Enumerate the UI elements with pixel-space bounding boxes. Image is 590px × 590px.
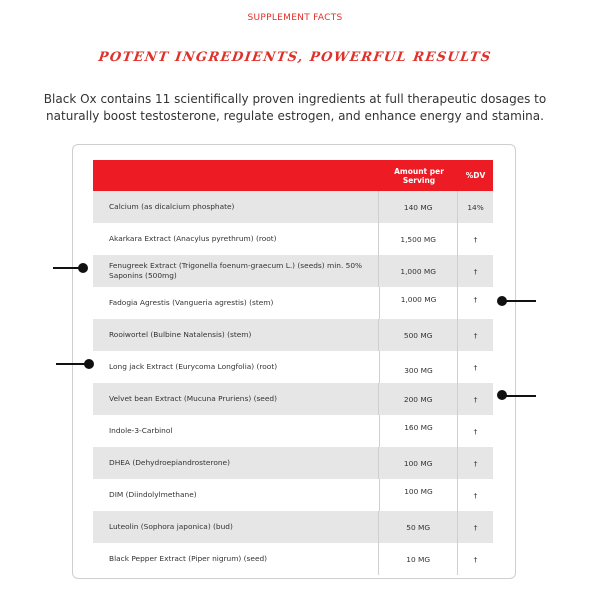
ingredient-amount: 500 MG bbox=[379, 319, 458, 351]
supplement-facts-card bbox=[72, 144, 516, 579]
callout-dot-left bbox=[78, 263, 88, 273]
headline: POTENT INGREDIENTS, POWERFUL RESULTS bbox=[97, 50, 493, 65]
callout-dot-left bbox=[84, 359, 94, 369]
ingredient-name: Luteolin (Sophora japonica) (bud) bbox=[93, 511, 379, 543]
ingredient-dv: † bbox=[473, 522, 478, 532]
section-kicker: SUPPLEMENT FACTS bbox=[247, 13, 343, 23]
ingredient-dv: † bbox=[473, 330, 478, 340]
ingredient-amount: 160 MG bbox=[380, 415, 458, 447]
ingredient-dv: † bbox=[473, 266, 478, 276]
ingredient-dv: † bbox=[473, 234, 478, 244]
ingredient-amount: 1,500 MG bbox=[379, 223, 458, 255]
table-row bbox=[93, 351, 493, 383]
table-row bbox=[93, 447, 493, 479]
ingredient-amount: 300 MG bbox=[380, 351, 458, 383]
ingredient-dv: † bbox=[473, 554, 478, 564]
ingredient-name: Fenugreek Extract (Trigonella foenum-graecum L.) (seeds) min. 50% Saponins (500mg) bbox=[93, 255, 379, 287]
ingredient-amount: 200 MG bbox=[379, 383, 458, 415]
ingredient-amount: 1,000 MG bbox=[380, 287, 458, 319]
ingredient-amount: 100 MG bbox=[380, 479, 458, 511]
ingredient-dv: † bbox=[473, 490, 478, 500]
table-row bbox=[93, 383, 493, 415]
table-row bbox=[93, 255, 493, 287]
ingredient-name: Black Pepper Extract (Piper nigrum) (seed) bbox=[93, 543, 379, 575]
ingredient-name: Calcium (as dicalcium phosphate) bbox=[93, 191, 379, 223]
header-dv: %DV bbox=[465, 171, 486, 180]
ingredient-amount: 10 MG bbox=[379, 543, 458, 575]
callout-dot-right bbox=[497, 296, 507, 306]
table-row bbox=[93, 511, 493, 543]
table-row bbox=[93, 223, 493, 255]
ingredient-name: DIM (Diindolylmethane) bbox=[93, 479, 380, 511]
table-row bbox=[93, 415, 493, 447]
ingredient-amount: 50 MG bbox=[379, 511, 458, 543]
ingredient-dv: † bbox=[473, 458, 478, 468]
ingredient-dv: † bbox=[473, 362, 478, 372]
ingredient-name: Rooiwortel (Bulbine Natalensis) (stem) bbox=[93, 319, 379, 351]
ingredient-amount: 100 MG bbox=[379, 447, 458, 479]
ingredient-dv: 14% bbox=[467, 202, 484, 212]
header-amount: Amount per Serving bbox=[394, 166, 444, 185]
ingredient-dv: † bbox=[473, 295, 478, 304]
table-header bbox=[93, 160, 493, 191]
ingredient-name: Velvet bean Extract (Mucuna Pruriens) (seed) bbox=[93, 383, 379, 415]
ingredient-amount: 1,000 MG bbox=[379, 255, 458, 287]
ingredient-dv: † bbox=[473, 426, 478, 436]
table-row bbox=[93, 479, 493, 511]
ingredient-name: DHEA (Dehydroepiandrosterone) bbox=[93, 447, 379, 479]
ingredient-name: Long jack Extract (Eurycoma Longfolia) (root) bbox=[93, 351, 380, 383]
ingredient-dv: † bbox=[473, 394, 478, 404]
intro-paragraph: Black Ox contains 11 scientifically proven ingredients at full therapeutic dosages to naturally boost testosterone, regulate estrogen, and enhance energy and stamina. bbox=[43, 92, 547, 123]
table-row bbox=[93, 319, 493, 351]
table-row bbox=[93, 543, 493, 575]
ingredient-name: Fadogia Agrestis (Vangueria agrestis) (stem) bbox=[93, 287, 380, 319]
ingredient-name: Indole-3-Carbinol bbox=[93, 415, 380, 447]
ingredient-name: Akarkara Extract (Anacylus pyrethrum) (root) bbox=[93, 223, 379, 255]
table-row bbox=[93, 287, 493, 319]
table-row bbox=[93, 191, 493, 223]
ingredient-amount: 140 MG bbox=[379, 191, 458, 223]
callout-dot-right bbox=[497, 390, 507, 400]
supplement-facts-table bbox=[93, 160, 493, 575]
